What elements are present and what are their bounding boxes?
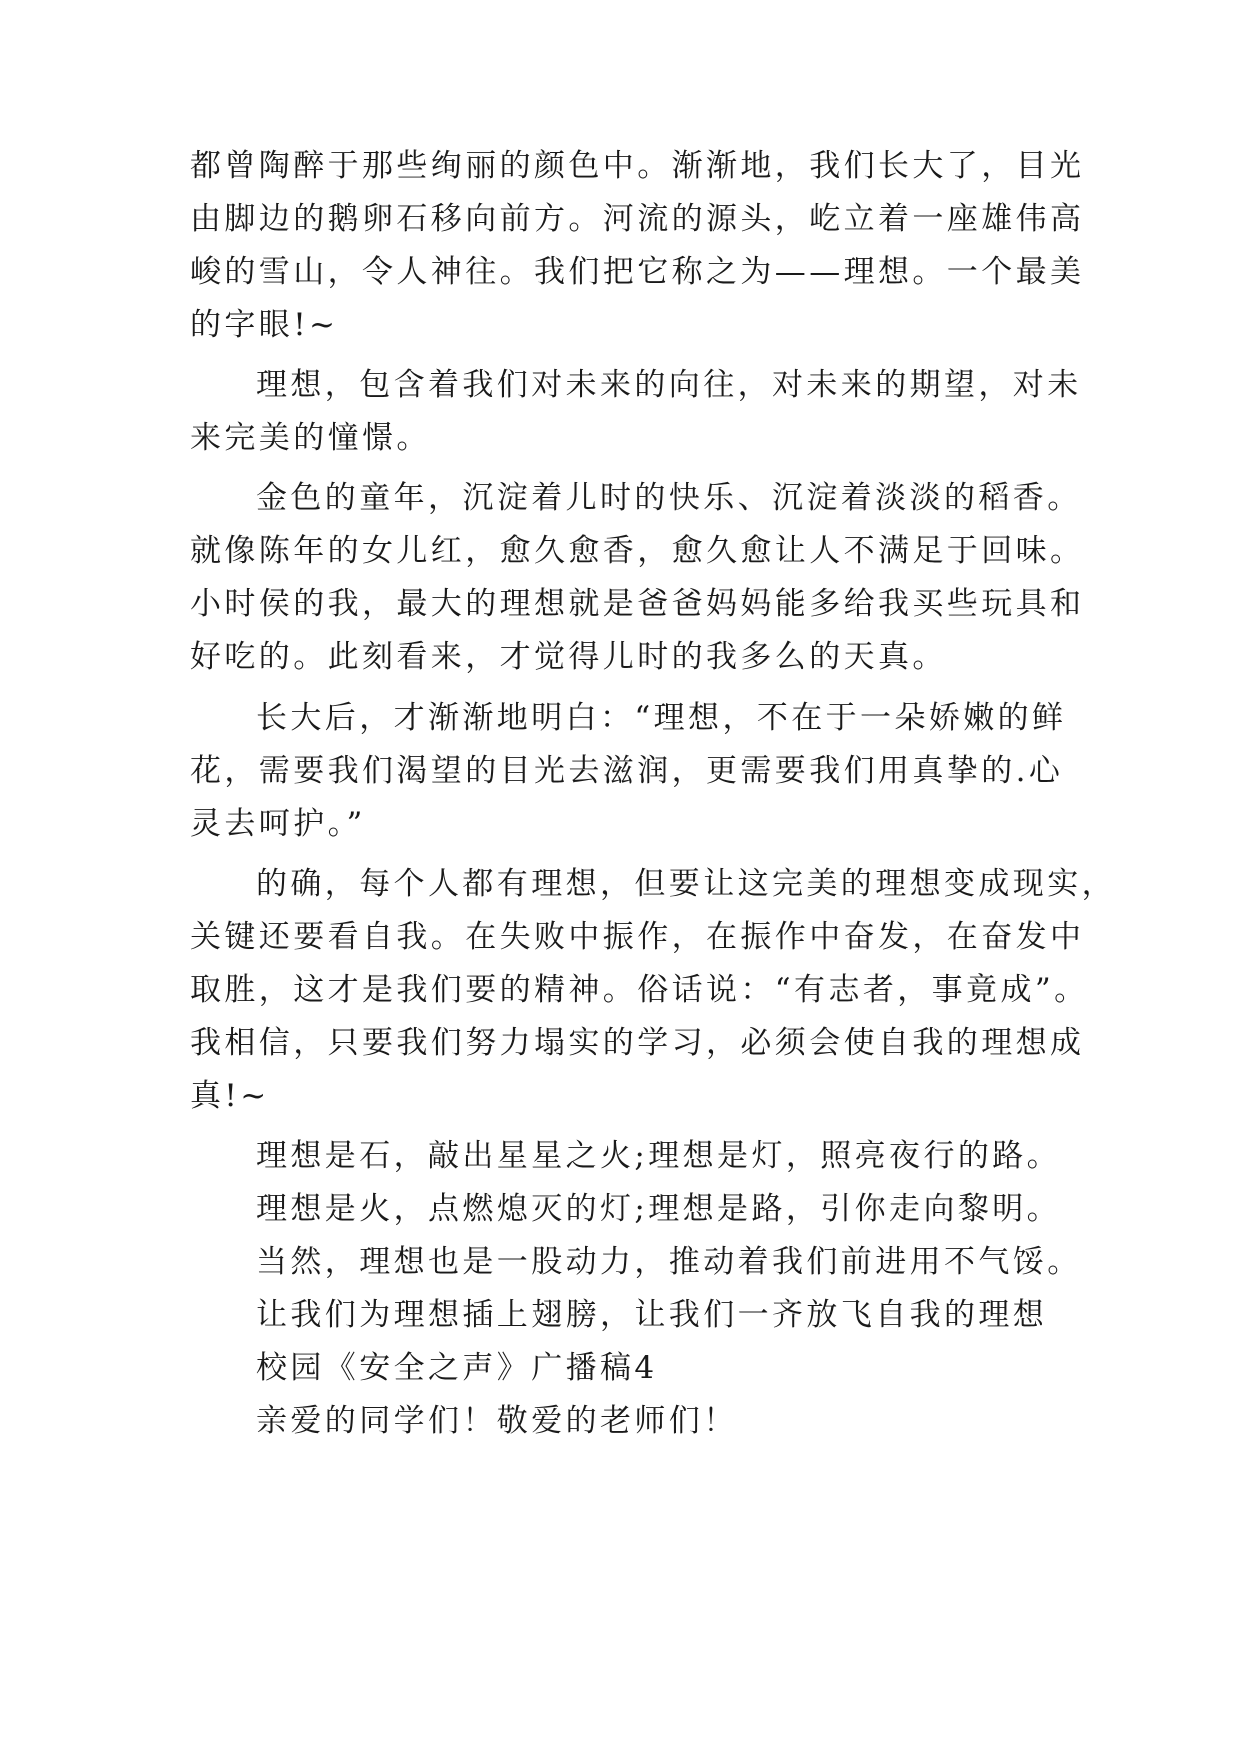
- paragraph-start-line: 的确，每个人都有理想，但要让这完美的理想变成现实，: [256, 866, 1116, 902]
- text-line: 峻的雪山，令人神往。我们把它称之为——理想。一个最美: [190, 254, 1085, 290]
- text-line: 小时侯的我，最大的理想就是爸爸妈妈能多给我买些玩具和: [190, 586, 1085, 622]
- text-line: 就像陈年的女儿红，愈久愈香，愈久愈让人不满足于回味。: [190, 533, 1085, 569]
- text-line: 来完美的憧憬。: [190, 420, 431, 456]
- text-line: 都曾陶醉于那些绚丽的颜色中。渐渐地，我们长大了，目光: [190, 148, 1085, 184]
- text-line: 取胜，这才是我们要的精神。俗话说：“有志者，事竟成”。: [190, 972, 1089, 1008]
- paragraph-start-line: 金色的童年，沉淀着儿时的快乐、沉淀着淡淡的稻香。: [256, 480, 1082, 516]
- text-line: 灵去呵护。”: [190, 806, 366, 842]
- text-line: 由脚边的鹅卵石移向前方。河流的源头，屹立着一座雄伟高: [190, 201, 1085, 237]
- paragraph-start-line: 让我们为理想插上翅膀，让我们一齐放飞自我的理想: [256, 1297, 1048, 1333]
- paragraph-start-line: 理想是石，敲出星星之火;理想是灯，照亮夜行的路。: [256, 1138, 1062, 1174]
- text-line: 花，需要我们渴望的目光去滋润，更需要我们用真挚的.心: [190, 753, 1064, 789]
- paragraph-start-line: 长大后，才渐渐地明白：“理想，不在于一朵娇嫩的鲜: [256, 700, 1067, 736]
- text-line: 真!~: [190, 1078, 270, 1114]
- paragraph-start-line: 理想，包含着我们对未来的向往，对未来的期望，对未: [256, 367, 1082, 403]
- paragraph-start-line: 理想是火，点燃熄灭的灯;理想是路，引你走向黎明。: [256, 1191, 1062, 1227]
- section-heading: 校园《安全之声》广播稿4: [256, 1350, 658, 1386]
- salutation-line: 亲爱的同学们！敬爱的老师们！: [256, 1403, 738, 1439]
- text-line: 的字眼!~: [190, 307, 339, 343]
- text-line: 我相信，只要我们努力塌实的学习，必须会使自我的理想成: [190, 1025, 1085, 1061]
- text-line: 好吃的。此刻看来，才觉得儿时的我多么的天真。: [190, 639, 947, 675]
- text-line: 关键还要看自我。在失败中振作，在振作中奋发，在奋发中: [190, 919, 1085, 955]
- paragraph-start-line: 当然，理想也是一股动力，推动着我们前进用不气馁。: [256, 1244, 1082, 1280]
